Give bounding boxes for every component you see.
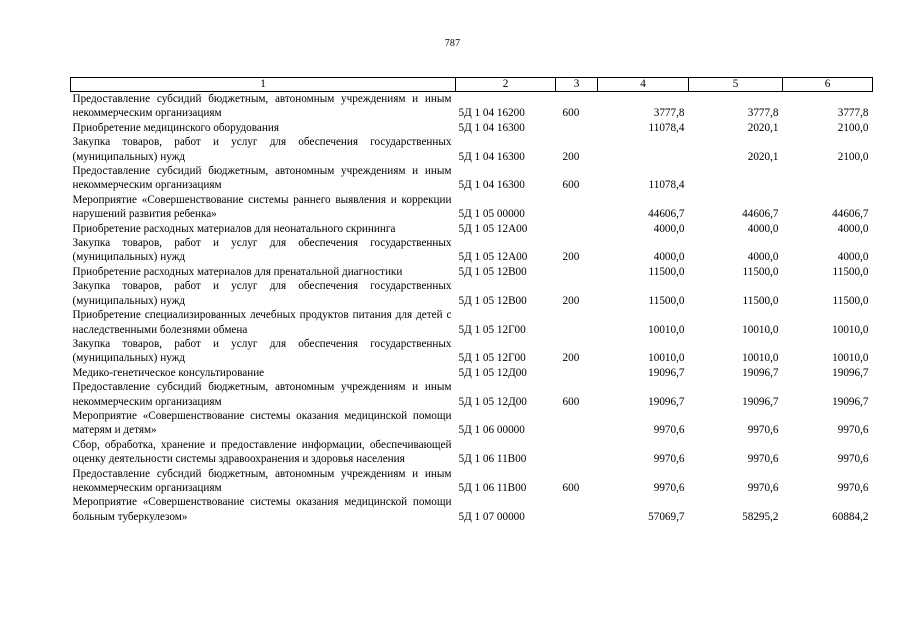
row-expense-type: [556, 438, 598, 467]
row-expense-type: 600: [562, 395, 580, 408]
row-name: Мероприятие «Совершенствование системы оказания медицинской помощи матерям и детям»: [72, 409, 452, 437]
row-value-col6: [783, 164, 873, 193]
table-row: [71, 121, 873, 135]
row-code: 5Д 1 05 12В00: [458, 294, 527, 307]
row-value-col5: 11500,0: [742, 265, 779, 278]
row-name: Закупка товаров, работ и услуг для обеспечения государственных (муниципальных) нужд: [72, 337, 452, 365]
row-name: Предоставление субсидий бюджетным, автономным учреждениям и иным некоммерческим организациям: [72, 93, 452, 120]
row-value-col5: 2020,1: [747, 150, 779, 163]
row-value-col6: 10010,0: [832, 352, 869, 365]
table-row: [71, 92, 873, 121]
row-value-col6: 3777,8: [837, 107, 869, 120]
row-code: 5Д 1 04 16300: [458, 179, 525, 192]
table-row: [71, 438, 873, 467]
row-expense-type: 200: [562, 150, 580, 163]
column-header-6: 6: [783, 78, 873, 92]
row-value-col6: 2100,0: [837, 150, 869, 163]
row-code: 5Д 1 06 11В00: [458, 453, 527, 466]
row-value-col6: 60884,2: [832, 510, 869, 523]
row-value-col5: [689, 164, 783, 193]
row-value-col6: 19096,7: [832, 366, 869, 379]
row-value-col6: 11500,0: [832, 294, 869, 307]
table-row: [71, 380, 873, 409]
row-name: Предоставление субсидий бюджетным, автономным учреждениям и иным некоммерческим организациям: [72, 381, 452, 408]
row-value-col4: 57069,7: [648, 510, 685, 523]
row-expense-type: [556, 265, 598, 279]
row-value-col5: 9970,6: [747, 424, 779, 437]
row-name: Сбор, обработка, хранение и предоставление информации, обеспечивающей оценку деятельности системы здравоохранения и здоровья населения: [72, 438, 452, 466]
row-code: 5Д 1 05 12Г00: [458, 352, 526, 365]
table-row: [71, 265, 873, 279]
table-row: [71, 222, 873, 236]
row-value-col5: 10010,0: [742, 323, 779, 336]
row-value-col5: 19096,7: [742, 395, 779, 408]
row-expense-type: 200: [562, 294, 580, 307]
row-name: Закупка товаров, работ и услуг для обеспечения государственных (муниципальных) нужд: [72, 237, 452, 264]
header-row: [71, 78, 873, 92]
row-value-col5: 2020,1: [747, 121, 779, 134]
row-name: Предоставление субсидий бюджетным, автономным учреждениям и иным некоммерческим организациям: [72, 165, 452, 192]
column-header-3: 3: [556, 78, 598, 92]
row-code: 5Д 1 05 12Д00: [458, 395, 527, 408]
row-value-col5: 19096,7: [742, 366, 779, 379]
row-value-col4: 9970,6: [653, 481, 685, 494]
row-expense-type: 600: [562, 481, 580, 494]
page-number: 787: [444, 38, 461, 49]
row-value-col4: 3777,8: [653, 107, 685, 120]
row-expense-type: 200: [562, 251, 580, 264]
column-header-2: 2: [456, 78, 556, 92]
row-expense-type: [556, 409, 598, 438]
row-value-col5: 9970,6: [747, 481, 779, 494]
row-value-col4: [598, 135, 689, 164]
table-row: [71, 366, 873, 380]
table-row: [71, 337, 873, 366]
row-value-col6: 44606,7: [832, 208, 869, 221]
column-header-4: 4: [598, 78, 689, 92]
row-value-col6: 9970,6: [837, 453, 869, 466]
row-code: 5Д 1 07 00000: [458, 510, 525, 523]
row-name: Мероприятие «Совершенствование системы раннего выявления и коррекции нарушений развития ребенка»: [72, 193, 452, 221]
row-value-col4: 4000,0: [653, 222, 685, 235]
row-code: 5Д 1 05 12В00: [458, 265, 527, 278]
row-value-col6: 19096,7: [832, 395, 869, 408]
row-value-col6: 9970,6: [837, 481, 869, 494]
row-value-col5: 44606,7: [742, 208, 779, 221]
row-name: Приобретение медицинского оборудования: [72, 121, 279, 134]
row-code: 5Д 1 06 00000: [458, 424, 525, 437]
row-value-col4: 11078,4: [648, 179, 685, 192]
row-value-col4: 10010,0: [648, 323, 685, 336]
row-expense-type: [556, 495, 598, 524]
row-code: 5Д 1 05 12Д00: [458, 366, 527, 379]
budget-table: [70, 77, 873, 524]
row-value-col5: 10010,0: [742, 352, 779, 365]
row-name: Приобретение специализированных лечебных продуктов питания для детей с наследственными болезнями обмена: [72, 309, 452, 336]
row-value-col6: 4000,0: [837, 222, 869, 235]
table-row: [71, 409, 873, 438]
row-value-col4: 10010,0: [648, 352, 685, 365]
row-value-col4: 11500,0: [648, 265, 685, 278]
row-value-col5: 4000,0: [747, 222, 779, 235]
row-name: Медико-генетическое консультирование: [72, 366, 265, 379]
row-code: 5Д 1 05 12Г00: [458, 323, 526, 336]
row-name: Приобретение расходных материалов для пренатальной диагностики: [72, 265, 403, 278]
row-code: 5Д 1 04 16300: [458, 121, 525, 134]
row-expense-type: [556, 222, 598, 236]
row-value-col4: 4000,0: [653, 251, 685, 264]
row-value-col4: 19096,7: [648, 366, 685, 379]
row-expense-type: [556, 366, 598, 380]
row-value-col4: 11078,4: [648, 121, 685, 134]
row-value-col6: 9970,6: [837, 424, 869, 437]
row-value-col5: 11500,0: [742, 294, 779, 307]
row-value-col5: 3777,8: [747, 107, 779, 120]
row-code: 5Д 1 04 16200: [458, 107, 525, 120]
row-value-col4: 19096,7: [648, 395, 685, 408]
row-code: 5Д 1 06 11В00: [458, 481, 527, 494]
column-header-1: 1: [71, 78, 456, 92]
row-value-col6: 4000,0: [837, 251, 869, 264]
row-expense-type: 200: [562, 352, 580, 365]
table-row: [71, 467, 873, 496]
table-row: [71, 193, 873, 222]
row-value-col4: 9970,6: [653, 453, 685, 466]
row-value-col6: 2100,0: [837, 121, 869, 134]
table-row: [71, 279, 873, 308]
table-row: [71, 236, 873, 265]
row-value-col4: 11500,0: [648, 294, 685, 307]
row-value-col5: 4000,0: [747, 251, 779, 264]
table-row: [71, 164, 873, 193]
table-body: [71, 92, 873, 525]
row-code: 5Д 1 05 12А00: [458, 251, 528, 264]
table-row: [71, 135, 873, 164]
row-expense-type: 600: [562, 179, 580, 192]
row-value-col4: 44606,7: [648, 208, 685, 221]
table-header: [71, 78, 873, 92]
table-row: [71, 308, 873, 337]
row-name: Предоставление субсидий бюджетным, автономным учреждениям и иным некоммерческим организациям: [72, 467, 452, 494]
row-code: 5Д 1 05 12А00: [458, 222, 528, 235]
row-code: 5Д 1 04 16300: [458, 150, 525, 163]
row-expense-type: [556, 308, 598, 337]
table-row: [71, 495, 873, 524]
row-expense-type: [556, 121, 598, 135]
row-name: Приобретение расходных материалов для неонатального скрининга: [72, 222, 396, 235]
row-expense-type: [556, 193, 598, 222]
column-header-5: 5: [689, 78, 783, 92]
row-value-col6: 11500,0: [832, 265, 869, 278]
row-value-col5: 58295,2: [742, 510, 779, 523]
row-value-col5: 9970,6: [747, 453, 779, 466]
row-name: Закупка товаров, работ и услуг для обеспечения государственных (муниципальных) нужд: [72, 280, 452, 307]
row-expense-type: 600: [562, 107, 580, 120]
row-name: Закупка товаров, работ и услуг для обеспечения государственных (муниципальных) нужд: [72, 136, 452, 163]
row-value-col4: 9970,6: [653, 424, 685, 437]
row-code: 5Д 1 05 00000: [458, 208, 525, 221]
row-value-col6: 10010,0: [832, 323, 869, 336]
row-name: Мероприятие «Совершенствование системы оказания медицинской помощи больным туберкулезом»: [72, 496, 452, 523]
